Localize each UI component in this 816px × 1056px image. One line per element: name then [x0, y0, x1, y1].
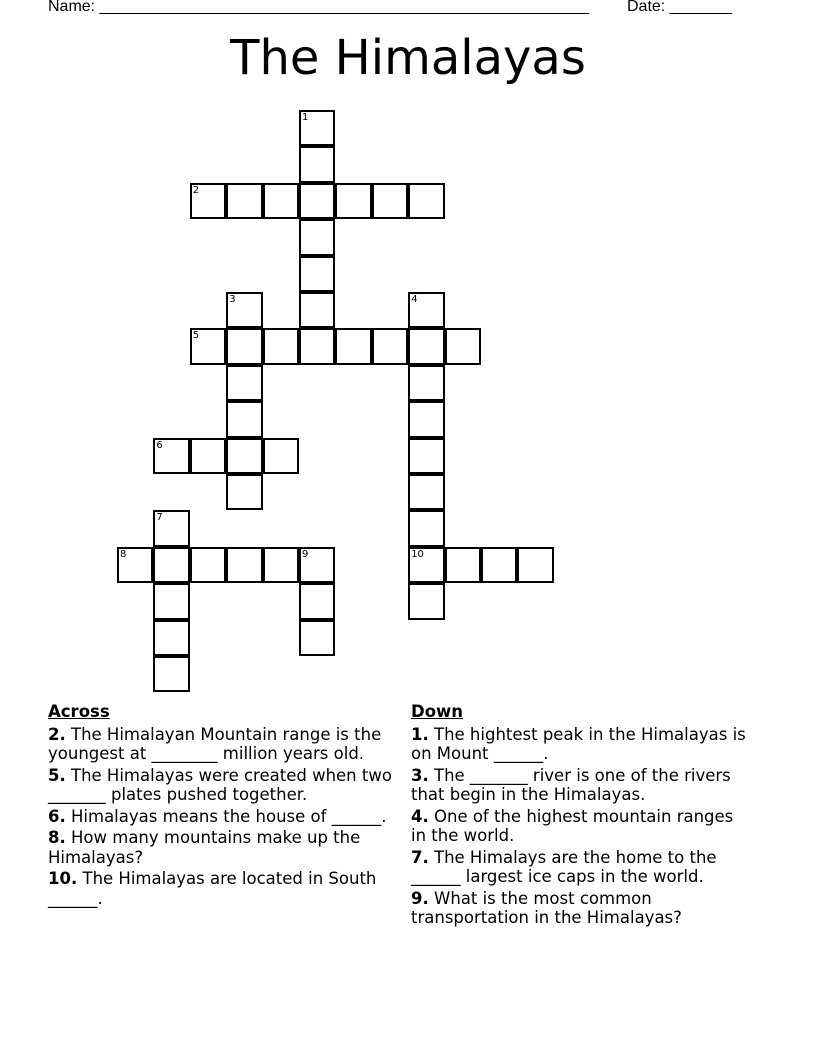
crossword-cell[interactable] [299, 219, 335, 255]
crossword-cell[interactable] [408, 510, 444, 546]
clue-number-label: 1 [302, 112, 309, 123]
clue-number-label: 6 [156, 439, 163, 451]
clue-number-label: 3 [229, 294, 236, 305]
crossword-cell[interactable] [481, 547, 517, 583]
clue-number-label: 10 [411, 548, 424, 560]
crossword-cell[interactable] [226, 547, 262, 583]
crossword-cell[interactable] [117, 547, 153, 583]
crossword-cell[interactable] [153, 583, 189, 619]
crossword-cell[interactable] [153, 547, 189, 583]
crossword-cell[interactable] [408, 183, 444, 219]
clue-number-label: 2 [192, 184, 200, 196]
crossword-cell[interactable] [372, 183, 408, 219]
clue-text: The hightest peak in the Himalayas is on Mount ______. [411, 724, 746, 763]
crossword-cell[interactable] [226, 292, 262, 328]
clue-down-7 [411, 848, 751, 887]
clue-down-4 [411, 807, 751, 846]
clue-across-6 [48, 807, 400, 827]
clue-number-label: 9 [302, 548, 309, 560]
down-clues [411, 702, 751, 930]
date-field-label: Date: _______ [627, 0, 732, 15]
clue-text: The Himalays are the home to the ______ largest ice caps in the world. [411, 847, 717, 886]
clue-number: 8. [48, 828, 66, 847]
crossword-cell[interactable] [372, 328, 408, 364]
crossword-cell[interactable] [299, 110, 335, 146]
clue-across-10 [48, 869, 400, 908]
clue-number: 6. [48, 806, 66, 826]
crossword-cell[interactable] [408, 474, 444, 510]
crossword-cell[interactable] [153, 438, 189, 474]
crossword-cell[interactable] [226, 183, 262, 219]
clue-text: The Himalayas were created when two _______ plates pushed together. [48, 765, 392, 804]
crossword-cell[interactable] [153, 656, 189, 692]
crossword-cell[interactable] [190, 547, 226, 583]
clue-number: 4. [411, 806, 429, 826]
clue-number: 9. [411, 888, 429, 908]
clue-number-label: 8 [120, 548, 127, 560]
clue-across-5 [48, 766, 400, 805]
clue-number-label: 7 [156, 512, 163, 524]
clue-across-2 [48, 725, 400, 764]
crossword-cell[interactable] [445, 328, 481, 364]
crossword-cell[interactable] [408, 292, 444, 328]
crossword-cell[interactable] [445, 547, 481, 583]
clue-text: One of the highest mountain ranges in the world. [411, 806, 734, 845]
crossword-cell[interactable] [517, 547, 553, 583]
crossword-cell[interactable] [299, 583, 335, 619]
name-field-label: Name: _______________________________________________________ [48, 0, 589, 15]
crossword-cell[interactable] [153, 620, 189, 656]
crossword-cell[interactable] [226, 328, 262, 364]
crossword-cell[interactable] [263, 547, 299, 583]
crossword-cell[interactable] [190, 438, 226, 474]
crossword-cell[interactable] [226, 438, 262, 474]
crossword-cell[interactable] [408, 583, 444, 619]
clue-number: 10. [48, 869, 78, 888]
crossword-cell[interactable] [299, 620, 335, 656]
clue-text: The Himalayas are located in South ______. [48, 869, 377, 908]
clue-number: 2. [48, 724, 66, 744]
crossword-cell[interactable] [408, 438, 444, 474]
clue-number: 3. [411, 765, 429, 785]
across-heading: Across [48, 702, 110, 721]
crossword-cell[interactable] [408, 547, 444, 583]
crossword-cell[interactable] [190, 328, 226, 364]
crossword-cell[interactable] [263, 183, 299, 219]
crossword-cell[interactable] [299, 256, 335, 292]
clue-text: What is the most common transportation in the Himalayas? [411, 888, 682, 927]
across-clues [48, 702, 400, 910]
clue-across-8 [48, 828, 400, 867]
crossword-cell[interactable] [226, 474, 262, 510]
crossword-cell[interactable] [299, 146, 335, 182]
crossword-cell[interactable] [408, 401, 444, 437]
clue-number: 7. [411, 847, 429, 867]
crossword-cell[interactable] [299, 547, 335, 583]
clue-number: 1. [411, 724, 429, 744]
clue-number-label: 4 [411, 294, 418, 305]
clue-number: 5. [48, 765, 66, 785]
clue-text: The _______ river is one of the rivers that begin in the Himalayas. [411, 765, 731, 804]
crossword-cell[interactable] [190, 183, 226, 219]
crossword-cell[interactable] [335, 328, 371, 364]
clue-down-9 [411, 889, 751, 928]
crossword-cell[interactable] [408, 328, 444, 364]
clue-text: How many mountains make up the Himalayas? [48, 828, 361, 867]
crossword-cell[interactable] [153, 510, 189, 546]
crossword-cell[interactable] [299, 183, 335, 219]
crossword-cell[interactable] [226, 365, 262, 401]
clue-text: Himalayas means the house of ______. [71, 806, 387, 826]
clue-number-label: 5 [192, 330, 200, 342]
clue-down-3 [411, 766, 751, 805]
crossword-cell[interactable] [263, 438, 299, 474]
crossword-cell[interactable] [335, 183, 371, 219]
clue-down-1 [411, 725, 751, 764]
page-title: The Himalayas [230, 30, 586, 86]
crossword-cell[interactable] [299, 292, 335, 328]
crossword-cell[interactable] [263, 328, 299, 364]
crossword-cell[interactable] [408, 365, 444, 401]
crossword-cell[interactable] [299, 328, 335, 364]
down-heading: Down [411, 702, 464, 721]
crossword-cell[interactable] [226, 401, 262, 437]
clue-text: The Himalayan Mountain range is the youngest at ________ million years old. [48, 724, 382, 763]
